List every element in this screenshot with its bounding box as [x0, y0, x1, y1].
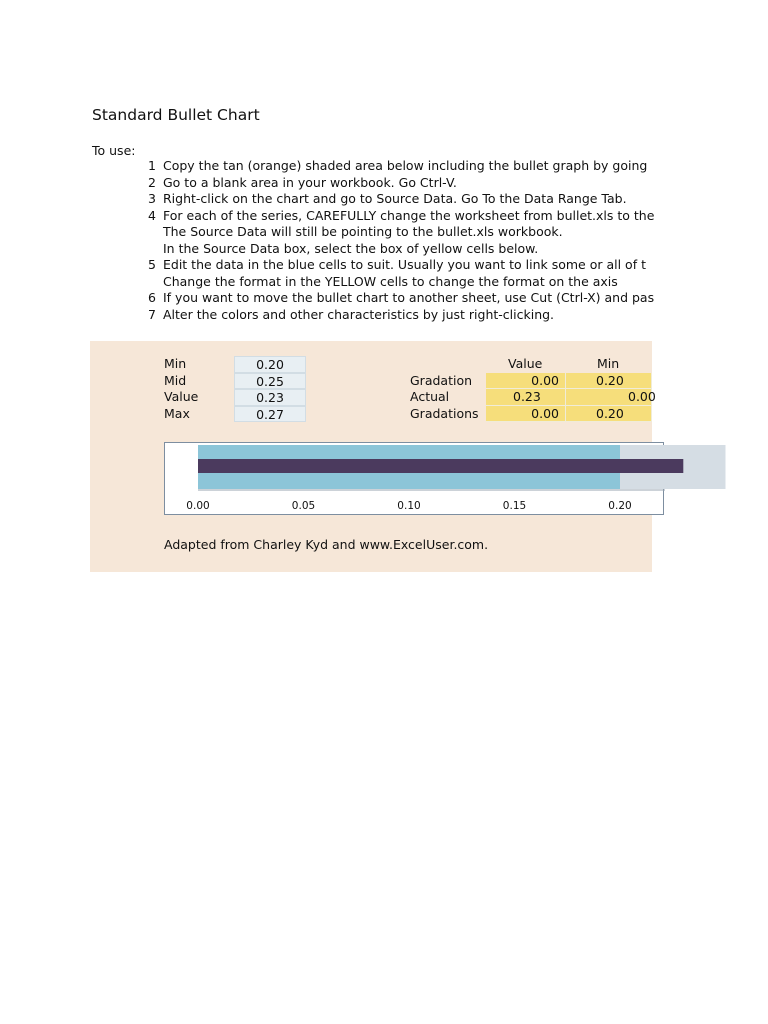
bullet-actual-bar: [198, 459, 683, 473]
instruction-number: [148, 274, 163, 291]
series-cell-actual-value[interactable]: 0.23: [486, 389, 566, 406]
instruction-number: 5: [148, 257, 156, 272]
instruction-number: 1: [148, 158, 156, 173]
instruction-number: [148, 224, 163, 241]
instruction-text: Edit the data in the blue cells to suit. Usually you want to link some or all of t: [163, 257, 646, 272]
instruction-row: [148, 274, 652, 291]
instruction-row: [148, 158, 652, 175]
instruction-number: 3: [148, 191, 156, 206]
instruction-row: [148, 241, 652, 258]
series-label-actual: Actual: [410, 389, 450, 404]
x-tick-label: 0.00: [186, 500, 210, 512]
input-cell-value[interactable]: 0.23: [234, 389, 306, 406]
input-cell-max[interactable]: 0.27: [234, 406, 306, 423]
instruction-text: In the Source Data box, select the box of yellow cells below.: [163, 240, 539, 256]
instruction-row: [148, 224, 652, 241]
instruction-text: Copy the tan (orange) shaded area below including the bullet graph by going: [163, 158, 648, 173]
series-cell-gradation-min[interactable]: 0.20: [566, 373, 652, 390]
series-label-gradations: Gradations: [410, 405, 479, 421]
bullet-chart[interactable]: [164, 442, 664, 515]
credit-text: Adapted from Charley Kyd and www.ExcelUser.com.: [164, 537, 489, 552]
input-label-min: Min: [164, 356, 187, 371]
instruction-number: 2: [148, 174, 156, 190]
instruction-text: Go to a blank area in your workbook. Go Ctrl-V.: [163, 174, 457, 190]
instruction-number: 4: [148, 207, 156, 223]
x-tick-label: 0.20: [608, 500, 632, 512]
instruction-text: Change the format in the YELLOW cells to change the format on the axis: [163, 273, 618, 289]
instruction-number: [148, 241, 163, 258]
x-tick-label: 0.05: [291, 500, 316, 512]
series-cell-gradations-min[interactable]: 0.20: [566, 406, 652, 423]
instruction-row: [148, 207, 655, 225]
bullet-chart-panel: [90, 341, 656, 572]
input-label-max: Max: [164, 405, 190, 421]
instruction-text: Right-click on the chart and go to Source Data. Go To the Data Range Tab.: [163, 191, 627, 206]
input-label-value: Value: [164, 389, 199, 404]
instruction-row: [148, 257, 652, 274]
input-cell-mid[interactable]: 0.25: [234, 373, 306, 390]
series-label-gradation: Gradation: [410, 372, 473, 388]
instruction-text: For each of the series, CAREFULLY change the worksheet from bullet.xls to the: [163, 207, 655, 223]
instructions-list: [148, 158, 655, 323]
to-use-label: To use:: [92, 143, 136, 158]
instruction-row: [148, 307, 652, 324]
series-header-min: Min: [597, 356, 620, 371]
instruction-text: Alter the colors and other characteristics by just right-clicking.: [163, 306, 555, 322]
instruction-text: If you want to move the bullet chart to another sheet, use Cut (Ctrl-X) and pas: [163, 290, 655, 305]
bullet-chart-svg: [165, 443, 665, 516]
instruction-text: The Source Data will still be pointing to the bullet.xls workbook.: [163, 224, 563, 239]
instruction-number: 6: [148, 290, 156, 305]
series-header-value: Value: [508, 356, 543, 371]
series-cell-gradations-value[interactable]: 0.00: [486, 406, 566, 423]
instruction-row: [148, 175, 652, 192]
series-cell-actual-min[interactable]: 0.00: [566, 389, 652, 406]
x-tick-label: 0.15: [502, 500, 527, 512]
instruction-row: [148, 290, 655, 307]
page-title: Standard Bullet Chart: [92, 106, 260, 124]
input-label-mid: Mid: [164, 372, 187, 388]
x-tick-label: 0.10: [397, 500, 421, 512]
input-cell-min[interactable]: 0.20: [234, 356, 306, 373]
series-cell-gradation-value[interactable]: 0.00: [486, 373, 566, 390]
instruction-number: 7: [148, 306, 156, 322]
instruction-row: [148, 191, 652, 208]
